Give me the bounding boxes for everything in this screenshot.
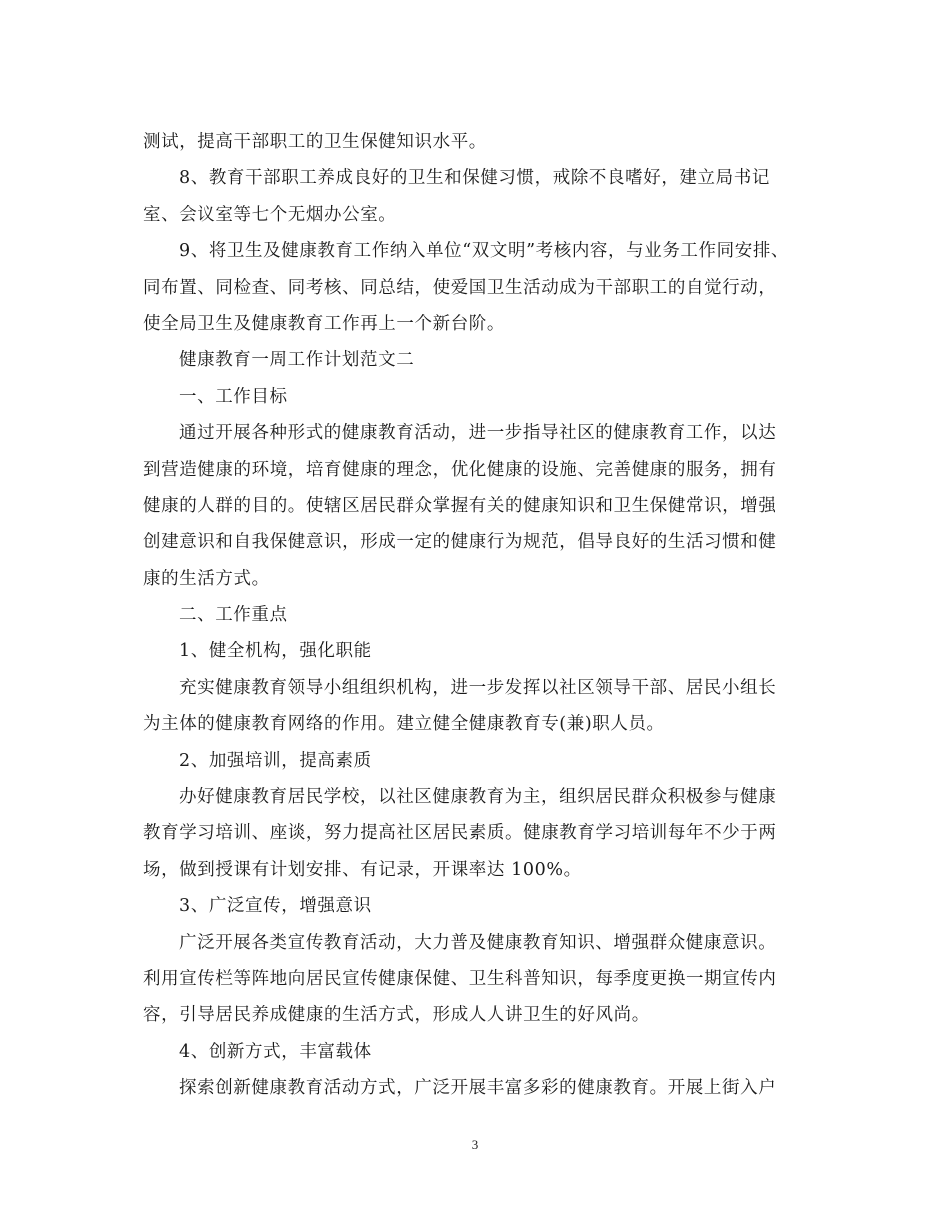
text-line: 康的生活方式。 (143, 568, 270, 589)
text-line: 1、健全机构，强化职能 (179, 641, 372, 662)
text-line: 创建意识和自我保健意识，形成一定的健康行为规范，倡导良好的生活习惯和健 (143, 532, 777, 553)
text-line: 9、将卫生及健康教育工作纳入单位“双文明”考核内容，与业务工作同安排、 (179, 241, 790, 262)
text-line: 二、工作重点 (179, 605, 288, 626)
page-number: 3 (471, 1137, 479, 1152)
text-line: 2、加强培训，提高素质 (179, 750, 372, 771)
text-line: 为主体的健康教育网络的作用。建立健全健康教育专(兼)职人员。 (143, 714, 665, 735)
text-line: 场，做到授课有计划安排、有记录，开课率达 100%。 (143, 859, 582, 880)
document-body (143, 124, 813, 1107)
text-line: 3、广泛宣传，增强意识 (179, 896, 372, 917)
text-line: 充实健康教育领导小组组织机构，进一步发挥以社区领导干部、居民小组长 (179, 677, 777, 698)
text-line: 容，引导居民养成健康的生活方式，形成人人讲卫生的好风尚。 (143, 1005, 650, 1026)
text-line: 同布置、同检查、同考核、同总结，使爱国卫生活动成为干部职工的自觉行动， (143, 277, 777, 298)
text-line: 探索创新健康教育活动方式，广泛开展丰富多彩的健康教育。开展上街入户 (179, 1078, 777, 1099)
text-line: 测试，提高干部职工的卫生保健知识水平。 (143, 132, 487, 152)
text-line: 广泛开展各类宣传教育活动，大力普及健康教育知识、增强群众健康意识。 (179, 932, 777, 953)
text-line: 通过开展各种形式的健康教育活动，进一步指导社区的健康教育工作，以达 (179, 423, 777, 444)
text-line: 一、工作目标 (179, 386, 288, 407)
text-line: 健康教育一周工作计划范文二 (179, 350, 415, 371)
text-line: 健康的人群的目的。使辖区居民群众掌握有关的健康知识和卫生保健常识，增强 (143, 495, 777, 516)
text-line: 教育学习培训、座谈，努力提高社区居民素质。健康教育学习培训每年不少于两 (143, 823, 777, 844)
text-line: 使全局卫生及健康教育工作再上一个新台阶。 (143, 313, 505, 334)
text-line: 到营造健康的环境，培育健康的理念，优化健康的设施、完善健康的服务，拥有 (143, 459, 777, 480)
text-line: 室、会议室等七个无烟办公室。 (143, 204, 397, 225)
text-line: 利用宣传栏等阵地向居民宣传健康保健、卫生科普知识，每季度更换一期宣传内 (143, 968, 777, 989)
text-line: 办好健康教育居民学校，以社区健康教育为主，组织居民群众积极参与健康 (179, 787, 777, 808)
text-line: 4、创新方式，丰富载体 (179, 1041, 372, 1062)
text-line: 8、教育干部职工养成良好的卫生和保健习惯，戒除不良嗜好，建立局书记 (179, 168, 770, 189)
